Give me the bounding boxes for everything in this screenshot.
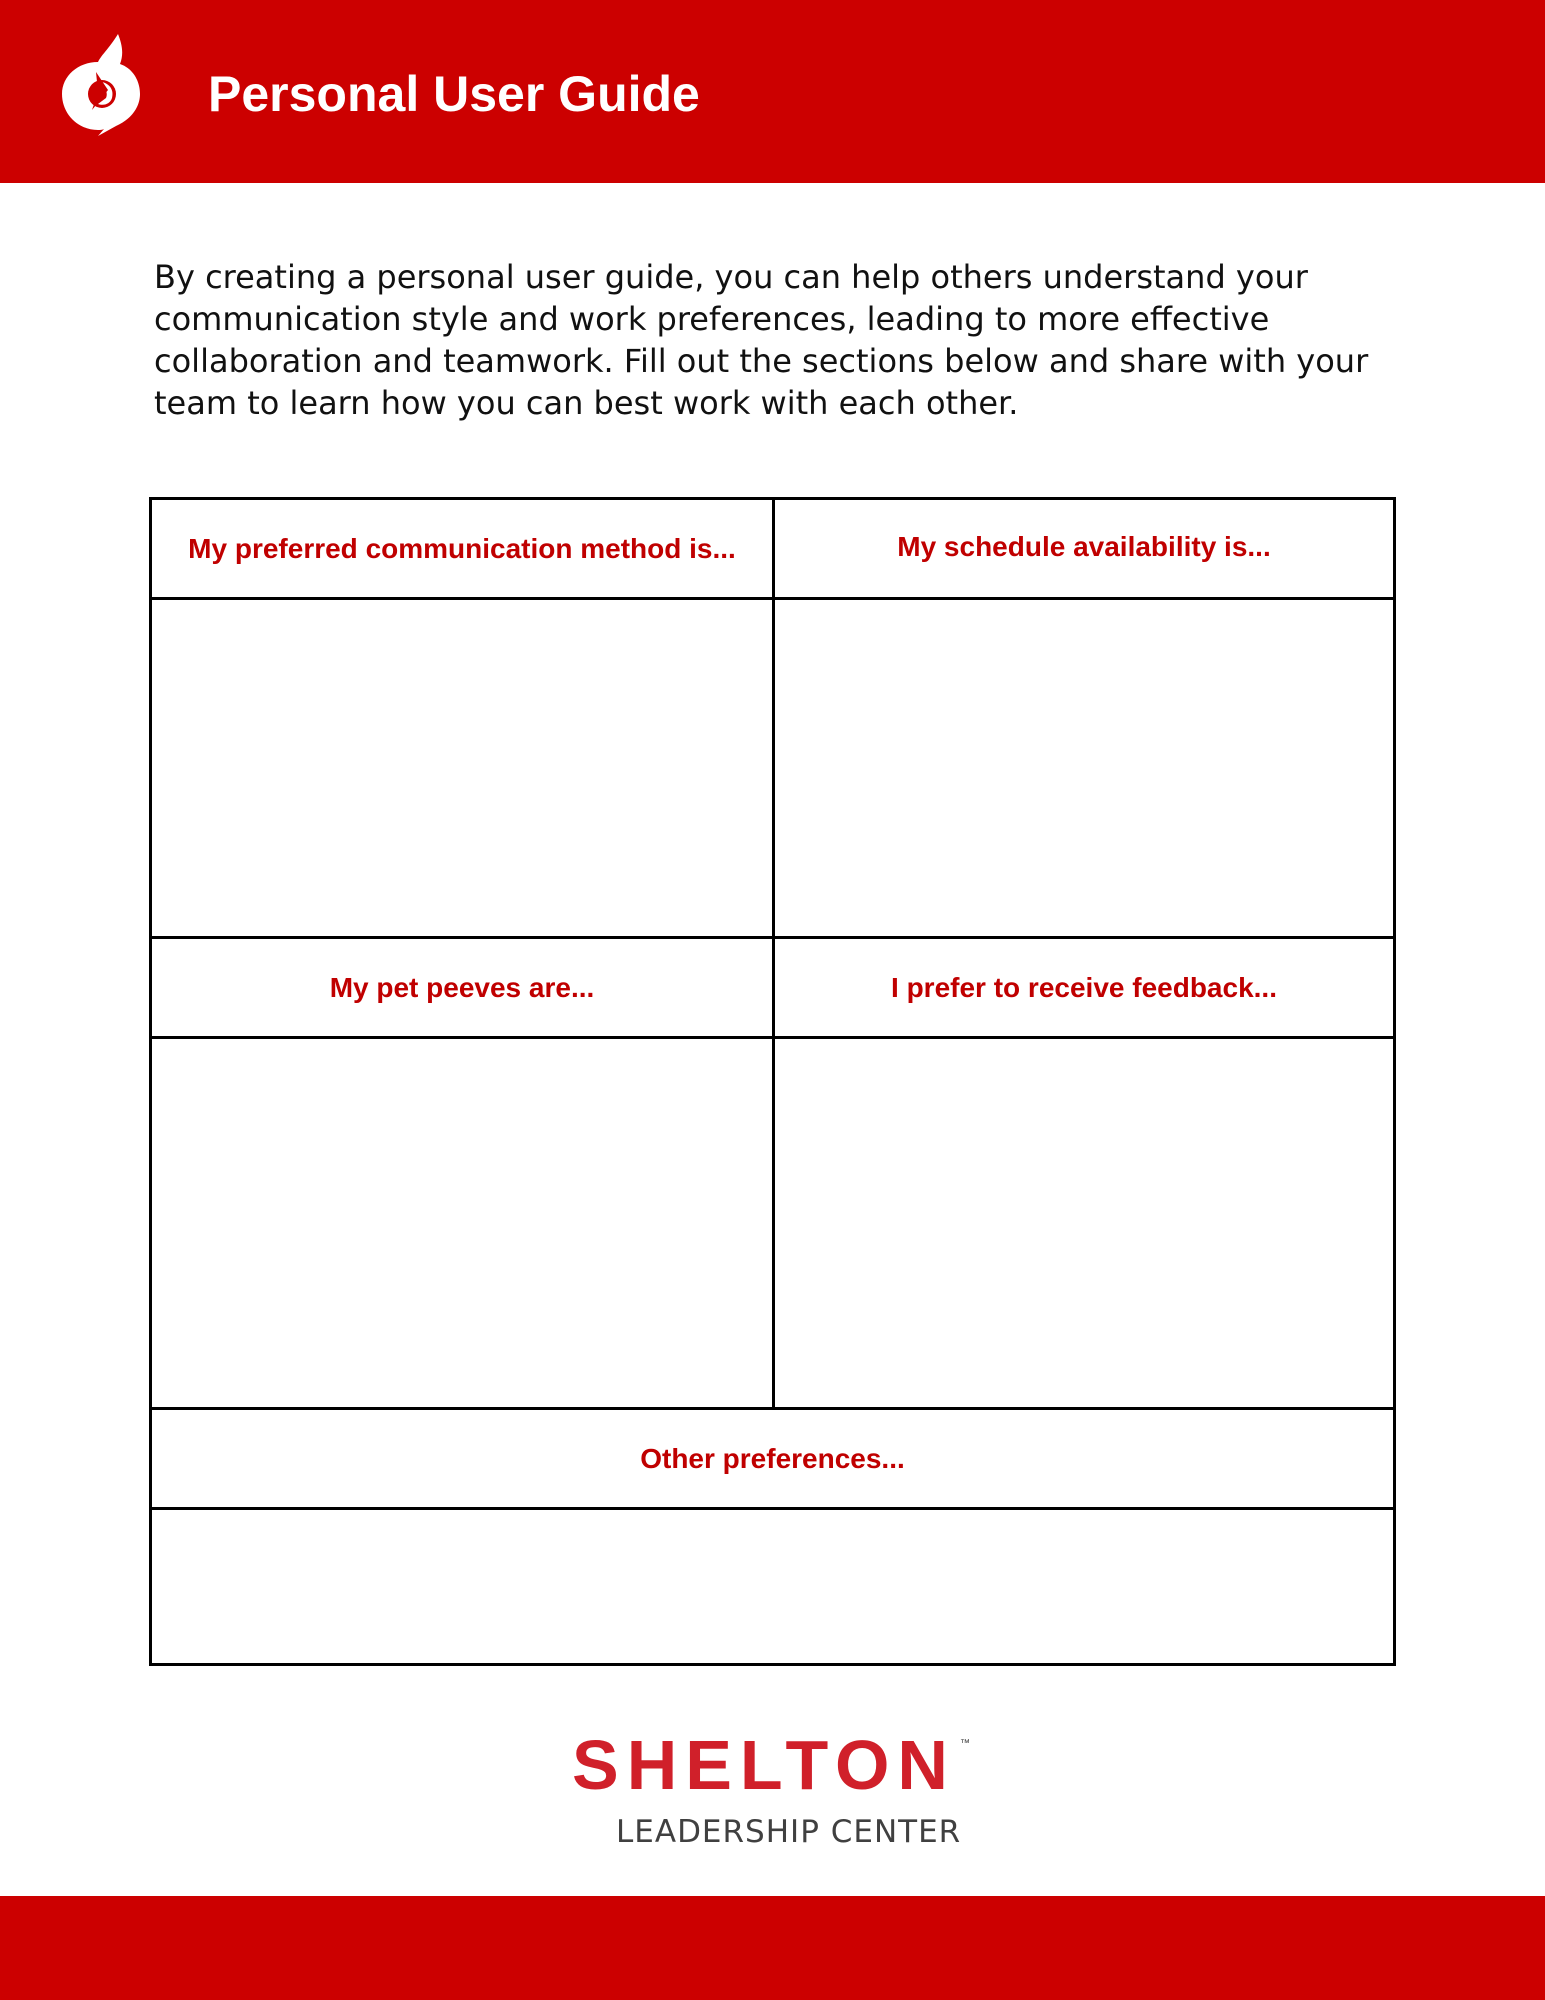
pet-peeves-heading: My pet peeves are... [329,971,595,1003]
other-preferences-heading: Other preferences... [640,1442,905,1474]
intro-paragraph: By creating a personal user guide, you can help others understand your communication style and work preferences, leading to more effective collaboration and teamwork. Fill out the sections below and share with your team to learn how you can best work with each other. [154,258,1369,422]
other-preferences-answer-area[interactable] [152,1510,1393,1663]
brand-name: SHELTON [572,1726,956,1804]
page-title: Personal User Guide [208,66,700,122]
shelton-logo [572,1728,972,1848]
communication-method-answer-area[interactable] [152,600,772,936]
brand-subtitle: LEADERSHIP CENTER [616,1814,962,1850]
user-guide-worksheet [149,497,1396,1666]
header-bar [0,0,1545,183]
schedule-availability-answer-area[interactable] [775,600,1393,936]
pet-peeves-answer-area[interactable] [152,1039,772,1407]
feedback-preference-heading: I prefer to receive feedback... [891,971,1277,1003]
schedule-availability-heading: My schedule availability is... [897,531,1271,562]
flame-swirl-logo-icon [58,32,146,138]
communication-method-heading: My preferred communication method is... [188,532,736,564]
feedback-preference-answer-area[interactable] [775,1039,1393,1407]
trademark-symbol: ™ [960,1738,970,1749]
footer-bar [0,1896,1545,2000]
